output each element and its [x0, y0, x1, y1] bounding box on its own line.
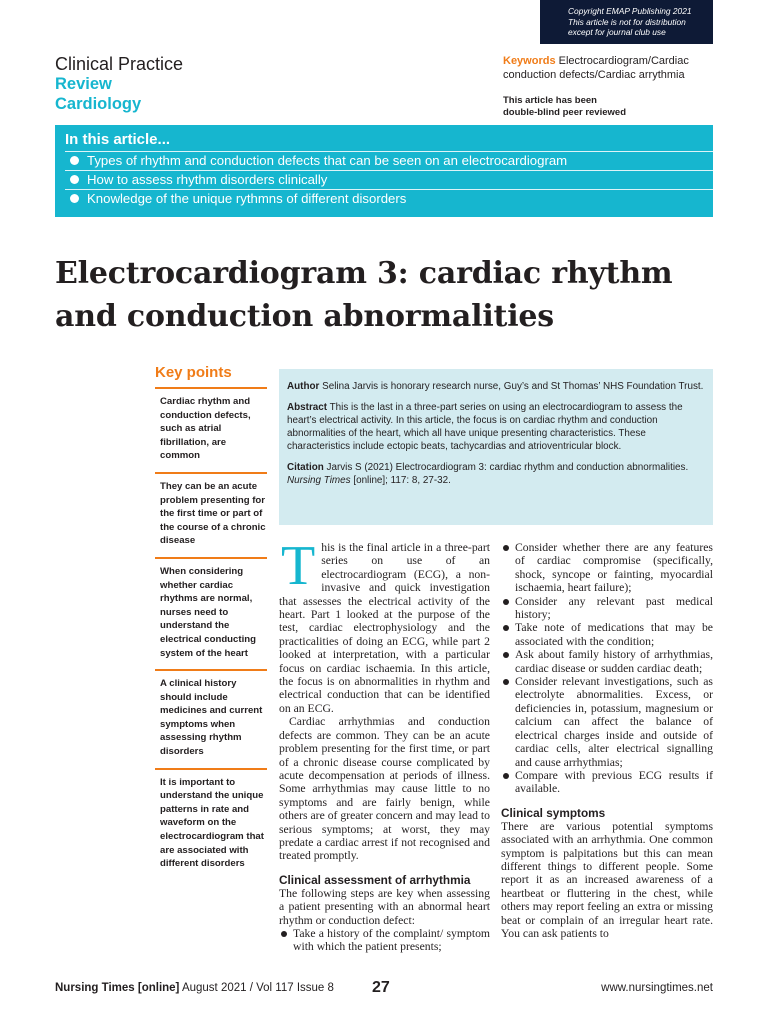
author-info [287, 380, 705, 393]
bullet-icon [70, 175, 79, 184]
abstract-box [279, 369, 713, 525]
citation-journal: Nursing Times [287, 475, 351, 486]
article-type: Review [55, 75, 112, 93]
key-points-panel [155, 363, 267, 880]
body-paragraph [279, 535, 490, 715]
drop-cap: T [281, 535, 316, 597]
citation-text: Jarvis S (2021) Electrocardiogram 3: cardiac rhythm and conduction abnormalities. [326, 462, 689, 473]
section-heading: Clinical assessment of arrhythmia [279, 872, 471, 887]
keywords-text: Electrocardiogram/Cardiac conduction defects/Cardiac arrythmia [503, 55, 689, 81]
masthead [55, 54, 183, 114]
list-item: Consider whether there are any features of cardiac compromise (specifically, shock, syncope or fainting, myocardial ischaemia, heart failure); [501, 541, 713, 595]
article-headline [55, 252, 725, 338]
section-label: Clinical Practice [55, 54, 184, 74]
in-this-article-item-text: How to assess rhythm disorders clinically [87, 172, 328, 187]
in-this-article-item-text: Types of rhythm and conduction defects that can be seen on an electrocardiogram [87, 153, 568, 168]
citation-label: Citation [287, 462, 324, 473]
list-item: Compare with previous ECG results if available. [501, 769, 713, 796]
issue-info: August 2021 / Vol 117 Issue 8 [181, 982, 334, 994]
body-paragraph-text: his is the final article in a three-part series on use of an electrocardiogram (ECG), a non-invasive and quick investigation that assesses the electrical activity of the heart. Part 1 looked at the purpose of the test, cardiac electrophysiology and the practicalities of doing an ECG, while part 2 looked at interpretation, with a particular focus on cardiac ischaemia. In this article, the focus is on abnormalities in rhythm and electrical conduction that can be identified on an ECG. [279, 541, 490, 715]
assessment-steps-continued [501, 541, 713, 796]
keywords-label: Keywords [503, 55, 556, 67]
article-topic: Cardiology [55, 95, 142, 113]
key-point: Cardiac rhythm and conduction defects, such as atrial fibrillation, are common [155, 389, 267, 474]
abstract [287, 401, 705, 453]
in-this-article-title: In this article... [65, 131, 171, 148]
copyright-line-3: except for journal club use [568, 27, 666, 37]
list-item: Take note of medications that may be associated with the condition; [501, 621, 713, 648]
peer-review-line-2: double-blind peer reviewed [503, 107, 626, 118]
in-this-article-box [55, 125, 713, 217]
key-point: It is important to understand the unique patterns in rate and waveform on the electrocardiogram that are associated with different disorders [160, 776, 264, 870]
headline-line-2: and conduction abnormalities [55, 299, 554, 334]
key-point: When considering whether cardiac rhythms are normal, nurses need to understand the electrical conducting system of the heart [155, 559, 267, 671]
copyright-line-1: Copyright EMAP Publishing 2021 [568, 6, 692, 16]
website-url: www.nursingtimes.net [601, 982, 713, 994]
body-paragraph: The following steps are key when assessing a patient presenting with an abnormal heart rhythm or conduction defect: [279, 886, 490, 927]
abstract-text: This is the last in a three-part series on using an electrocardiogram to assess the heart’s electrical activity. In this article, the focus is on cardiac rhythm and conduction abnormalities of the heart, which all have unique presenting characteristics. These characteristics include ectopic beats, tachycardias and atrioventricular block. [287, 402, 683, 452]
in-this-article-item-text: Knowledge of the unique rythmns of different disorders [87, 191, 407, 206]
bullet-icon [70, 194, 79, 203]
author-text: Selina Jarvis is honorary research nurse, Guy’s and St Thomas’ NHS Foundation Trust. [322, 381, 704, 392]
peer-review-note [503, 95, 718, 119]
citation [287, 461, 705, 487]
body-column-2 [501, 541, 713, 940]
body-column-1 [279, 535, 490, 954]
keywords [503, 54, 718, 82]
key-point: They can be an acute problem presenting for the first time or part of the course of a chronic disease [155, 474, 267, 559]
citation-text-end: [online]; 117: 8, 27-32. [353, 475, 451, 486]
in-this-article-item [65, 151, 713, 170]
page-number: 27 [372, 979, 390, 996]
key-point: A clinical history should include medicines and current symptoms when assessing rhythm disorders [155, 671, 267, 770]
list-item: Ask about family history of arrhythmias, cardiac disease or sudden cardiac death; [501, 648, 713, 675]
section-heading: Clinical symptoms [501, 805, 606, 820]
bullet-icon [70, 156, 79, 165]
author-label: Author [287, 381, 320, 392]
assessment-steps [279, 927, 490, 954]
copyright-line-2: This article is not for distribution [568, 16, 686, 27]
body-paragraph: Cardiac arrhythmias and conduction defects are common. They can be an acute problem presenting for the first time, or part of a chronic disease course complicated by acute decompensation at periods of illness. Some arrhythmias may cause little to no symptoms and are fairly benign, while others are of greater concern and may lead to serious symptoms; at worst, they may predate a cardiac arrest if not recognised and treated promptly. [279, 715, 490, 863]
list-item: Consider any relevant past medical history; [501, 595, 713, 622]
in-this-article-item [65, 189, 713, 208]
key-points-title: Key points [155, 363, 267, 389]
copyright-notice [540, 0, 713, 44]
abstract-label: Abstract [287, 402, 328, 413]
list-item: Consider relevant investigations, such as electrolyte abnormalities. Excess, or deficiencies in, potassium, magnesium or calcium can affect the balance of electrical charges inside and outside of cardiac cells, alter electrical signalling and cause arrhythmias; [501, 675, 713, 769]
body-paragraph: There are various potential symptoms associated with an arrhythmia. One common symptom is palpitations but this can mean different things to different people. Some report it as an increased awareness of a heartbeat or fluttering in the chest, while others may report feeling an extra or missing beat or complain of an irregular heart rate. You can ask patients to [501, 819, 713, 940]
headline-line-1: Electrocardiogram 3: cardiac rhythm [55, 256, 673, 291]
footer-journal-info [55, 982, 334, 994]
in-this-article-item [65, 170, 713, 189]
peer-review-line-1: This article has been [503, 95, 597, 106]
journal-name: Nursing Times [online] [55, 982, 180, 994]
page-footer [55, 979, 713, 1002]
list-item: Take a history of the complaint/ symptom with which the patient presents; [279, 927, 490, 954]
